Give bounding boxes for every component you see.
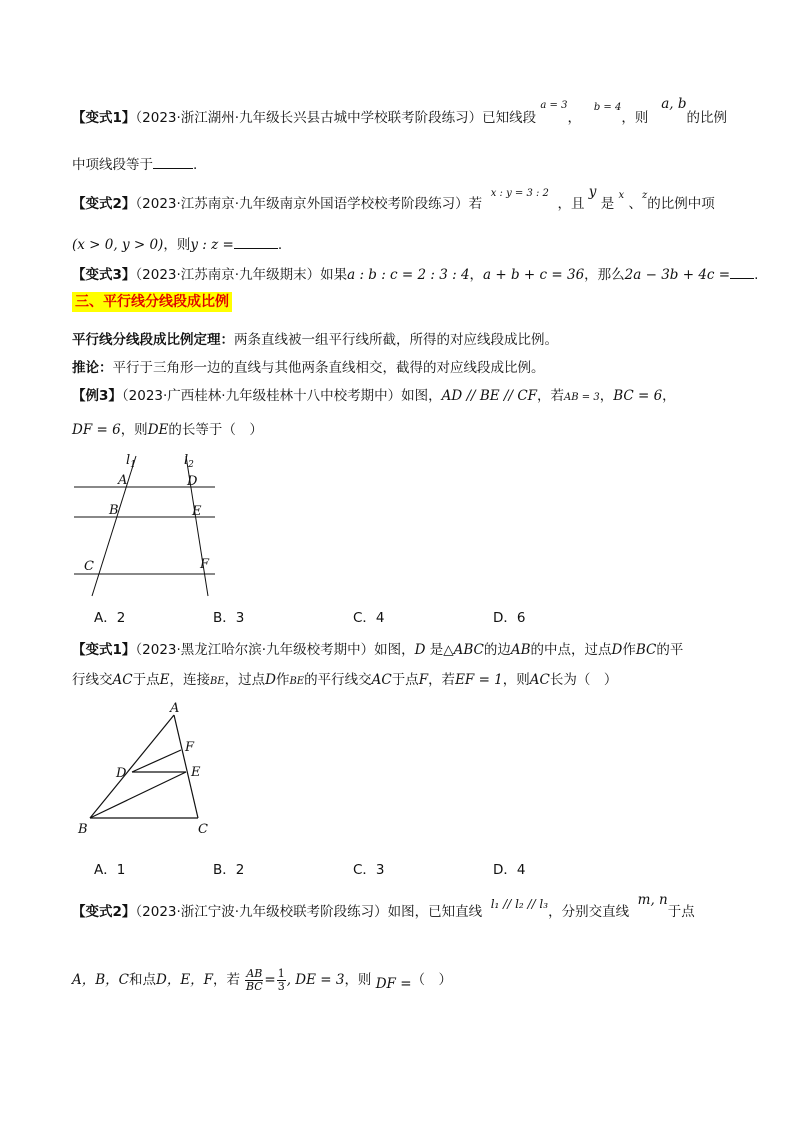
q1-line2 [72,154,197,175]
ex3-source: （2023·广西桂林·九年级桂林十八中校考期中）如图， [121,388,442,404]
v2-val-den: 3 [277,979,285,993]
q1-answer-blank[interactable] [153,154,193,169]
ex3-label-C: C [84,559,94,574]
q3-ratio: a : b : c = 2 : 3 : 4 [347,267,470,283]
v1-E: E [159,672,170,688]
v2-then: ，则 [344,972,372,988]
q2-z: z [641,190,648,201]
v1-F: F [418,672,429,688]
v1-AC2: AC [371,672,392,688]
q1-line2-text: 中项线段等于 [72,157,153,173]
v1-D3: D [265,672,276,688]
q2-end: . [277,237,283,253]
ex3-label-l2: $l_2$ [184,453,194,470]
q3-comma: ， [469,267,484,283]
v1-option-a[interactable]: A．1 [94,862,126,878]
ex3-option-c[interactable]: C．4 [353,610,385,626]
ex3-line-l1 [92,456,136,596]
v1-AB: AB [510,642,531,658]
ex3-label-l1: $l_1$ [126,453,136,470]
v1-if: ，若 [428,672,456,688]
v1-line2 [72,670,617,692]
q2-line1 [72,184,715,216]
v2-line1 [72,892,695,922]
v2-lines: l₁ // l₂ // l₃ [490,897,549,911]
v1-label-A: A [170,701,180,716]
q2-source: （2023·江苏南京·九年级南京外国语学校校考阶段练习）若 [135,196,483,212]
v2-cut: ，分别交直线 [548,904,630,920]
v1-figure [76,700,226,840]
v1-side-AB [90,715,174,818]
v1-line1 [72,640,683,660]
ex3-ab: AB = 3 [564,392,600,403]
q3-line [72,264,758,285]
v1-segment-DF [132,750,181,772]
ex3-parallel: AD // BE // CF [441,388,538,404]
section-title: 三、平行线分线段成比例 [72,292,232,312]
v1-ask: 长为（ ） [549,672,618,688]
v1-then: ，则 [502,672,530,688]
ex3-label-A: A [118,473,128,488]
ex3-ask: 的长等于（ ） [168,422,263,438]
v2-and: 和点 [129,972,156,988]
ex3-option-b[interactable]: B．3 [213,610,245,626]
v2-mn: m, n [637,892,668,908]
v2-fraction-value [277,968,286,993]
q2-dun: 、 [628,196,642,212]
v1-option-c[interactable]: C．3 [353,862,385,878]
q1-end: . [193,157,198,173]
q3-then: ，那么 [584,267,625,283]
v1-is: 是 [429,642,444,658]
v1-segment-BE [90,772,186,818]
v1-label-E: E [191,765,201,780]
ex3-label-B: B [109,503,119,518]
q2-then: ，则 [163,237,191,253]
q2-is: 是 [600,196,615,212]
v1-thru: ，过点 [224,672,266,688]
ex3-option-a[interactable]: A．2 [94,610,126,626]
v2-df: DF = [375,976,412,992]
v1-label-B: B [78,822,88,837]
ex3-bc: BC = 6 [613,388,663,404]
q3-expr: 2a − 3b + 4c = [624,267,731,283]
v2-at: 于点 [667,904,695,920]
v1-option-b[interactable]: B．2 [213,862,245,878]
q1-a-eq: a = 3 [540,100,568,111]
v1-BC: BC [635,642,657,658]
q3-answer-blank[interactable] [730,264,754,279]
q3-sum: a + b + c = 36 [483,267,585,283]
q2-line2 [72,234,282,255]
v2-frac-num: AB [246,966,263,980]
q2-x: x [618,190,625,201]
ex3-comma2: ， [662,388,676,404]
v1-tail: 的平 [656,642,684,658]
v2-fraction-ab-bc [245,968,263,993]
q2-ask: y : z = [190,237,234,253]
q1-comma: ， [567,110,581,126]
q2-tag: 【变式2】 [72,196,136,212]
q3-source: （2023·江苏南京·九年级期末）如果 [135,267,348,283]
ex3-tag: 【例3】 [72,388,122,404]
v1-AC: AC [112,672,133,688]
ex3-line2 [72,420,263,440]
v1-make: 作 [622,642,636,658]
ex3-label-F: F [200,557,210,572]
v2-points-def: D，E，F [156,972,214,988]
v2-eq: = [264,972,276,988]
q1-b-eq: b = 4 [593,102,622,113]
q1-tail: 的比例 [686,110,727,126]
v1-ef: EF = 1 [455,672,503,688]
v1-label-F: F [185,740,195,755]
v1-mid: 的中点，过点 [530,642,612,658]
corollary [72,358,545,378]
ex3-label-E: E [192,504,202,519]
v1-par: 的平行线交 [304,672,372,688]
ex3-option-d[interactable]: D．6 [493,610,526,626]
ex3-de: DE [147,422,169,438]
v1-BE: BE [209,676,225,687]
ex3-if: ，若 [537,388,565,404]
v1-AC3: AC [529,672,550,688]
v2-ask: （ ） [411,972,453,988]
v2-line2 [72,966,452,994]
v1-at2: 于点 [391,672,419,688]
v2-frac-den: BC [246,979,263,993]
v2-source: （2023·浙江宁波·九年级校联考阶段练习）如图，已知直线 [135,904,483,920]
v1-tag: 【变式1】 [72,642,136,658]
v2-val-num: 1 [277,966,285,980]
v2-if: ，若 [213,972,241,988]
v2-points-abc: A，B，C [72,972,129,988]
ex3-line1 [72,386,676,408]
q3-tag: 【变式3】 [72,267,136,283]
q2-ratio: x : y = 3 : 2 [490,188,549,199]
q1-line1 [72,96,727,130]
v2-de: , DE = 3 [286,972,345,988]
theorem [72,330,558,350]
v1-BE2: BE [289,676,305,687]
q1-ab: a, b [661,96,687,112]
v1-at: 于点 [132,672,160,688]
q1-source: （2023·浙江湖州·九年级长兴县古城中学校联考阶段练习）已知线段 [135,110,537,126]
v2-tag: 【变式2】 [72,904,136,920]
ex3-figure [70,444,230,604]
v1-option-d[interactable]: D．4 [493,862,526,878]
theorem-text: 两条直线被一组平行线所截，所得的对应线段成比例。 [234,332,558,348]
ex3-comma: ， [599,388,614,404]
q2-answer-blank[interactable] [234,234,278,249]
v1-label-C: C [198,822,208,837]
corollary-label: 推论： [72,360,113,376]
v1-make2: 作 [275,672,290,688]
ex3-label-D: D [187,474,198,489]
theorem-label: 平行线分线段成比例定理： [72,332,234,348]
v1-D: D [414,642,426,658]
q2-y: y [588,184,597,200]
q1-tag: 【变式1】 [72,110,136,126]
q1-then: ，则 [621,110,649,126]
v1-label-D: D [116,766,127,781]
v1-side: 的边 [483,642,511,658]
q3-end: . [754,267,759,283]
v1-connect: ，连接 [169,672,210,688]
v1-D2: D [611,642,623,658]
corollary-text: 平行于三角形一边的直线与其他两条直线相交，截得的对应线段成比例。 [112,360,545,376]
ex3-df: DF = 6 [72,422,121,438]
q2-tail: 的比例中项 [647,196,715,212]
q2-and: ，且 [557,196,585,212]
v1-source: （2023·黑龙江哈尔滨·九年级校考期中）如图， [135,642,415,658]
v1-line2a: 行线交 [72,672,113,688]
ex3-then: ，则 [120,422,148,438]
v1-triangle: △ABC [443,642,484,658]
q2-cond: (x > 0, y > 0) [72,237,164,253]
